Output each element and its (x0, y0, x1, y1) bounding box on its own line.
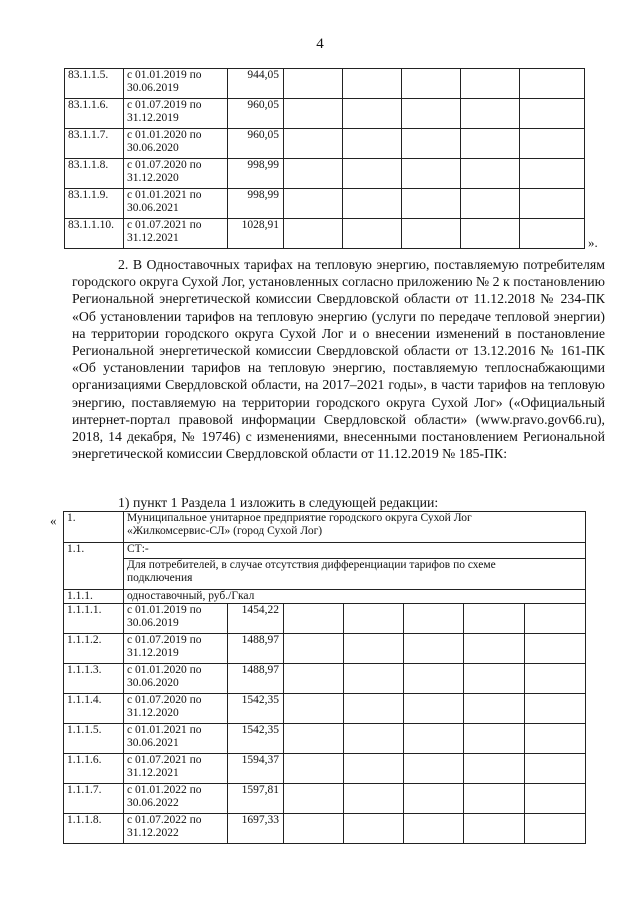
empty-cell (520, 189, 585, 219)
row-value: 1597,81 (228, 784, 284, 814)
table-row (65, 69, 585, 99)
page-number: 4 (316, 36, 324, 52)
empty-cell (284, 694, 344, 724)
period-start: с 01.01.2020 по (127, 129, 202, 141)
period-start: с 01.07.2020 по (127, 159, 202, 171)
consumers-row (64, 559, 586, 590)
row-period (124, 814, 228, 844)
row-period (124, 694, 228, 724)
period-end: 31.12.2019 (127, 112, 179, 124)
table-row (65, 99, 585, 129)
row-period (124, 604, 228, 634)
table-row (64, 694, 586, 724)
empty-cell (343, 159, 402, 189)
row-number: 1.1.1.8. (64, 814, 124, 844)
empty-cell (464, 814, 525, 844)
closing-quote: ». (588, 235, 598, 250)
row-value: 1488,97 (228, 634, 284, 664)
row-period (124, 159, 228, 189)
empty-cell (402, 99, 461, 129)
empty-cell (464, 604, 525, 634)
row-value: 960,05 (228, 129, 284, 159)
empty-cell (284, 219, 343, 249)
row-number: 1.1.1.1. (64, 604, 124, 634)
row-value: 998,99 (228, 159, 284, 189)
row-number: 83.1.1.9. (65, 189, 124, 219)
rate-row (64, 590, 586, 604)
period-start: с 01.07.2021 по (127, 219, 202, 231)
empty-cell (284, 634, 344, 664)
row-value: 1542,35 (228, 724, 284, 754)
row-period (124, 754, 228, 784)
table-row (64, 664, 586, 694)
empty-cell (520, 129, 585, 159)
period-end: 31.12.2019 (127, 647, 179, 659)
period-end: 30.06.2019 (127, 617, 179, 629)
row-period (124, 724, 228, 754)
row-value: 998,99 (228, 189, 284, 219)
period-start: с 01.01.2022 по (127, 784, 202, 796)
empty-cell (402, 219, 461, 249)
row-value: 944,05 (228, 69, 284, 99)
empty-cell (344, 814, 404, 844)
empty-cell (461, 219, 520, 249)
period-end: 30.06.2021 (127, 737, 179, 749)
empty-cell (525, 784, 586, 814)
tariff-table-bottom (63, 511, 586, 844)
row-number: 1.1.1.2. (64, 634, 124, 664)
row-period (124, 99, 228, 129)
period-end: 31.12.2020 (127, 707, 179, 719)
period-end: 30.06.2020 (127, 142, 179, 154)
empty-cell (404, 634, 464, 664)
row-number: 1.1.1.6. (64, 754, 124, 784)
empty-cell (525, 754, 586, 784)
table-row (64, 754, 586, 784)
empty-cell (464, 634, 525, 664)
opening-quote: « (50, 513, 57, 528)
empty-cell (402, 69, 461, 99)
empty-cell (525, 634, 586, 664)
empty-cell (344, 754, 404, 784)
subpoint-text: 1) пункт 1 Раздела 1 изложить в следующей редакции: (118, 495, 439, 510)
empty-cell (525, 664, 586, 694)
empty-cell (343, 129, 402, 159)
row-period (124, 219, 228, 249)
row-value: 960,05 (228, 99, 284, 129)
empty-cell (520, 219, 585, 249)
rate-label: одноставочный, руб./Гкал (124, 590, 586, 604)
empty-cell (284, 159, 343, 189)
empty-cell (404, 754, 464, 784)
table-row (64, 634, 586, 664)
empty-cell (525, 694, 586, 724)
org-row (64, 512, 586, 543)
empty-cell (284, 664, 344, 694)
table-row (65, 159, 585, 189)
empty-cell (344, 604, 404, 634)
row-number: 1.1.1.3. (64, 664, 124, 694)
row-number: 1.1.1.7. (64, 784, 124, 814)
empty-cell (284, 814, 344, 844)
empty-cell (464, 664, 525, 694)
empty-cell (343, 219, 402, 249)
empty-cell (464, 754, 525, 784)
empty-cell (344, 694, 404, 724)
empty-cell (343, 99, 402, 129)
empty-cell (284, 724, 344, 754)
period-start: с 01.07.2022 по (127, 814, 202, 826)
table-row (64, 724, 586, 754)
section-label: СТ:- (124, 543, 586, 559)
row-number: 1.1.1.5. (64, 724, 124, 754)
empty-cell (343, 69, 402, 99)
empty-cell (520, 69, 585, 99)
empty-cell (461, 99, 520, 129)
amendment-paragraph: 2. В Одноставочных тарифах на тепловую энергию, поставляемую потребителям городского округа Сухой Лог, установленных согласно приложению № 2 к постановлению Региональной энергетической комиссии Свердловской области от 11.12.2018 № 234-ПК «Об установлении тарифов на тепловую энергию (услуги по передаче тепловой энергии) на территории городского округа Сухой Лог и о внесении изменений в постановление Региональной энергетической комиссии Свердловской области от 13.12.2016 № 161-ПК «Об установлении тарифов на тепловую энергию, поставляемую теплоснабжающими организациями Свердловской области, на 2017–2021 годы», в части тарифов на тепловую энергию, поставляемую на территории городского округа Сухой Лог» («Официальный интернет-портал правовой информации Свердловской области» (www.pravo.gov66.ru), 2018, 14 декабря, № 19746) с изменениями, внесенными постановлением Региональной энергетической комиссии Свердловской области от 11.12.2019 № 185-ПК: (72, 257, 605, 462)
period-end: 30.06.2019 (127, 82, 179, 94)
row-value: 1594,37 (228, 754, 284, 784)
period-start: с 01.07.2021 по (127, 754, 202, 766)
empty-cell (344, 784, 404, 814)
period-start: с 01.07.2020 по (127, 694, 202, 706)
empty-cell (284, 99, 343, 129)
empty-cell (284, 604, 344, 634)
consumers-line1: Для потребителей, в случае отсутствия дифференциации тарифов по схеме (127, 559, 496, 571)
period-start: с 01.01.2020 по (127, 664, 202, 676)
table-row (64, 784, 586, 814)
table-row (64, 604, 586, 634)
row-period (124, 69, 228, 99)
empty-cell (461, 69, 520, 99)
period-end: 31.12.2021 (127, 232, 179, 244)
empty-cell (464, 784, 525, 814)
consumers-label (124, 559, 586, 590)
empty-cell (525, 604, 586, 634)
period-start: с 01.01.2021 по (127, 724, 202, 736)
empty-cell (461, 129, 520, 159)
empty-cell (402, 159, 461, 189)
row-period (124, 784, 228, 814)
empty-cell (525, 814, 586, 844)
row-number: 83.1.1.10. (65, 219, 124, 249)
empty-cell (284, 189, 343, 219)
period-end: 30.06.2020 (127, 677, 179, 689)
period-end: 31.12.2021 (127, 767, 179, 779)
consumers-line2: подключения (127, 572, 193, 584)
rate-num: 1.1.1. (64, 590, 124, 604)
section-num: 1.1. (64, 543, 124, 590)
row-value: 1028,91 (228, 219, 284, 249)
empty-cell (284, 129, 343, 159)
tariff-table-top (64, 68, 585, 249)
empty-cell (404, 664, 464, 694)
row-number: 83.1.1.7. (65, 129, 124, 159)
row-value: 1697,33 (228, 814, 284, 844)
row-period (124, 129, 228, 159)
table-row (65, 129, 585, 159)
period-start: с 01.07.2019 по (127, 634, 202, 646)
empty-cell (404, 604, 464, 634)
empty-cell (344, 724, 404, 754)
empty-cell (402, 129, 461, 159)
row-value: 1542,35 (228, 694, 284, 724)
empty-cell (344, 664, 404, 694)
row-value: 1454,22 (228, 604, 284, 634)
empty-cell (520, 99, 585, 129)
row-number: 83.1.1.5. (65, 69, 124, 99)
empty-cell (520, 159, 585, 189)
row-number: 83.1.1.6. (65, 99, 124, 129)
empty-cell (404, 784, 464, 814)
empty-cell (284, 784, 344, 814)
empty-cell (343, 189, 402, 219)
empty-cell (344, 634, 404, 664)
org-name (124, 512, 586, 543)
period-end: 31.12.2022 (127, 827, 179, 839)
org-name-line2: «Жилкомсервис-СЛ» (город Сухой Лог) (127, 525, 323, 537)
period-start: с 01.07.2019 по (127, 99, 202, 111)
period-start: с 01.01.2019 по (127, 69, 202, 81)
table-row (65, 189, 585, 219)
section-row (64, 543, 586, 559)
empty-cell (284, 754, 344, 784)
table-row (64, 814, 586, 844)
org-num: 1. (64, 512, 124, 543)
empty-cell (284, 69, 343, 99)
table-row (65, 219, 585, 249)
row-number: 83.1.1.8. (65, 159, 124, 189)
empty-cell (404, 814, 464, 844)
period-start: с 01.01.2019 по (127, 604, 202, 616)
org-name-line1: Муниципальное унитарное предприятие городского округа Сухой Лог (127, 512, 472, 524)
period-end: 30.06.2021 (127, 202, 179, 214)
period-start: с 01.01.2021 по (127, 189, 202, 201)
empty-cell (461, 159, 520, 189)
empty-cell (402, 189, 461, 219)
empty-cell (525, 724, 586, 754)
empty-cell (404, 724, 464, 754)
empty-cell (461, 189, 520, 219)
row-period (124, 189, 228, 219)
row-number: 1.1.1.4. (64, 694, 124, 724)
row-period (124, 664, 228, 694)
period-end: 31.12.2020 (127, 172, 179, 184)
row-period (124, 634, 228, 664)
empty-cell (464, 694, 525, 724)
empty-cell (464, 724, 525, 754)
period-end: 30.06.2022 (127, 797, 179, 809)
row-value: 1488,97 (228, 664, 284, 694)
empty-cell (404, 694, 464, 724)
